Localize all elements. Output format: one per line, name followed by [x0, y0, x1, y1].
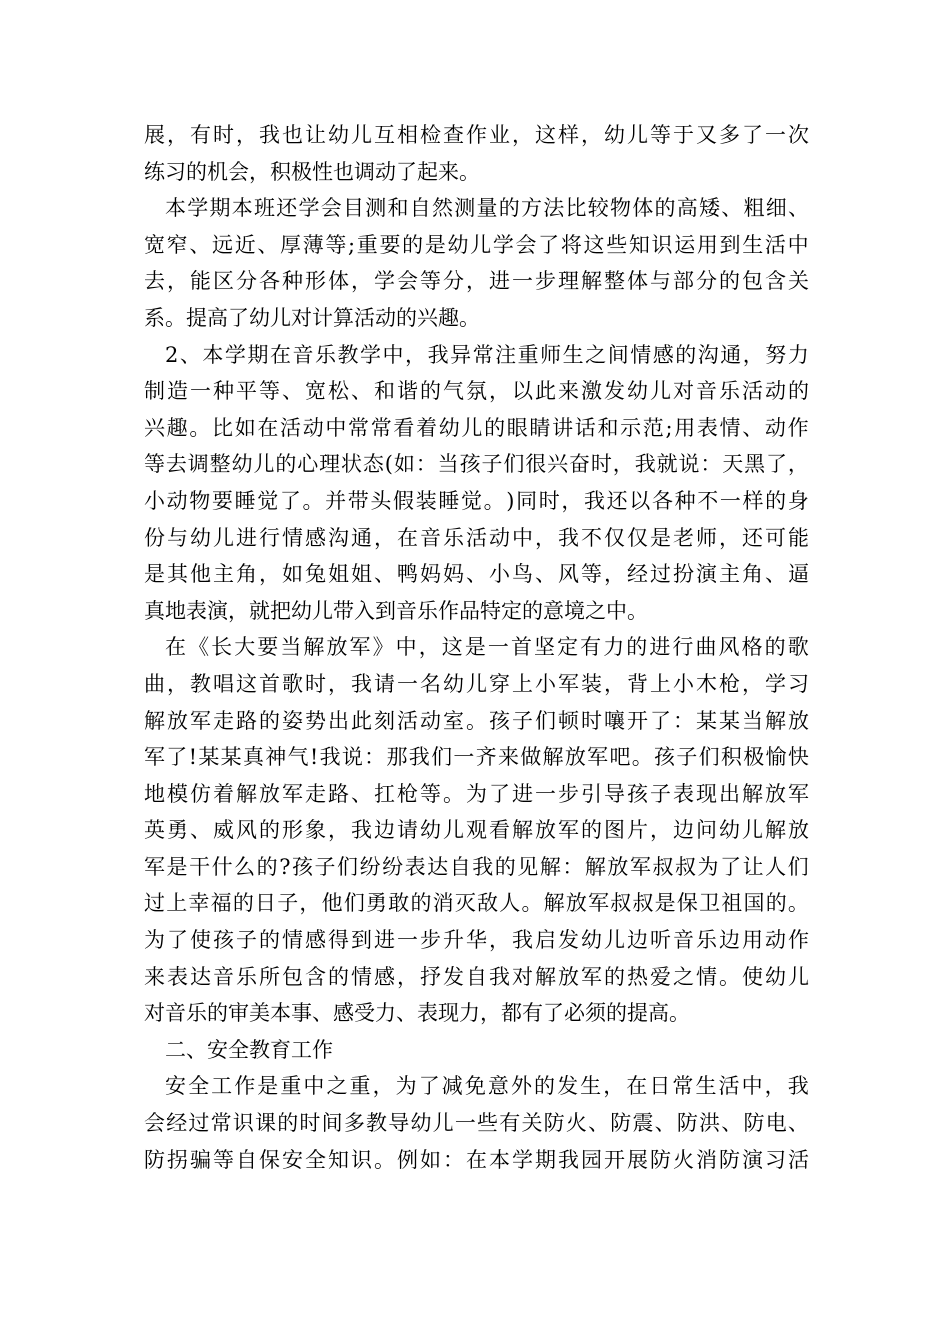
text-line: 2 、 本 学 期 在 音 乐 教 学 中 ， 我 异 常 注 重 师 生 之 间 情 感 的 沟 通 ， 努 力	[165, 342, 809, 367]
text-line: 安 全 工 作 是 重 中 之 重 ， 为 了 减 免 意 外 的 发 生 ， 在 日 常 生 活 中 ， 我	[165, 1074, 809, 1099]
text-line: 地 模 仿 着 解 放 军 走 路 、 扛 枪 等 。 为 了 进 一 步 引 导 孩 子 表 现 出 解 放 军	[144, 781, 809, 806]
text-line: 为 了 使 孩 子 的 情 感 得 到 进 一 步 升 华 ， 我 启 发 幼 儿 边 听 音 乐 边 用 动 作	[144, 928, 809, 953]
text-line: 军 是 干 什 么 的 ? 孩 子 们 纷 纷 表 达 自 我 的 见 解 ： 解 放 军 叔 叔 为 了 让 人 们	[144, 854, 809, 879]
text-line: 军 了 ! 某 某 真 神 气 ! 我 说 ： 那 我 们 一 齐 来 做 解 放 军 吧 。 孩 子 们 积 极 愉 快	[144, 745, 809, 770]
text-line: 制 造 一 种 平 等 、 宽 松 、 和 谐 的 气 氛 ， 以 此 来 激 发 幼 儿 对 音 乐 活 动 的	[144, 379, 809, 404]
text-line: 会 经 过 常 识 课 的 时 间 多 教 导 幼 儿 一 些 有 关 防 火 、 防 震 、 防 洪 、 防 电 、	[144, 1111, 809, 1136]
text-line: 来 表 达 音 乐 所 包 含 的 情 感 ， 抒 发 自 我 对 解 放 军 的 热 爱 之 情 。 使 幼 儿	[144, 964, 809, 989]
text-line: 真 地 表 演 ， 就 把 幼 儿 带 入 到 音 乐 作 品 特 定 的 意 境 之 中 。	[144, 598, 648, 623]
text-line: 曲 ， 教 唱 这 首 歌 时 ， 我 请 一 名 幼 儿 穿 上 小 军 装 ， 背 上 小 木 枪 ， 学 习	[144, 671, 809, 696]
body-text	[144, 117, 809, 1178]
text-line: 防 拐 骗 等 自 保 安 全 知 识 。 例 如 ： 在 本 学 期 我 园 开 展 防 火 消 防 演 习 活	[144, 1147, 809, 1172]
text-line: 份 与 幼 儿 进 行 情 感 沟 通 ， 在 音 乐 活 动 中 ， 我 不 仅 仅 是 老 师 ， 还 可 能	[144, 525, 809, 550]
text-line: 小 动 物 要 睡 觉 了 。 并 带 头 假 装 睡 觉 。 ) 同 时 ， 我 还 以 各 种 不 一 样 的 身	[144, 488, 809, 513]
text-line: 在 《 长 大 要 当 解 放 军 》 中 ， 这 是 一 首 坚 定 有 力 的 进 行 曲 风 格 的 歌	[165, 635, 809, 660]
text-line: 系 。 提 高 了 幼 儿 对 计 算 活 动 的 兴 趣 。	[144, 305, 480, 330]
text-line: 去 ， 能 区 分 各 种 形 体 ， 学 会 等 分 ， 进 一 步 理 解 整 体 与 部 分 的 包 含 关	[144, 269, 809, 294]
text-line: 本 学 期 本 班 还 学 会 目 测 和 自 然 测 量 的 方 法 比 较 物 体 的 高 矮 、 粗 细 、	[165, 196, 809, 221]
text-line: 解 放 军 走 路 的 姿 势 出 此 刻 活 动 室 。 孩 子 们 顿 时 嚷 开 了 ： 某 某 当 解 放	[144, 708, 809, 733]
text-line: 展 ， 有 时 ， 我 也 让 幼 儿 互 相 检 查 作 业 ， 这 样 ， 幼 儿 等 于 又 多 了 一 次	[144, 123, 809, 147]
text-line: 二 、 安 全 教 育 工 作	[165, 1037, 333, 1062]
text-line: 宽 窄 、 远 近 、 厚 薄 等 ; 重 要 的 是 幼 儿 学 会 了 将 这 些 知 识 运 用 到 生 活 中	[144, 232, 809, 257]
text-line: 英 勇 、 威 风 的 形 象 ， 我 边 请 幼 儿 观 看 解 放 军 的 图 片 ， 边 问 幼 儿 解 放	[144, 818, 809, 843]
text-line: 是 其 他 主 角 ， 如 兔 姐 姐 、 鸭 妈 妈 、 小 鸟 、 风 等 ， 经 过 扮 演 主 角 、 逼	[144, 562, 809, 587]
text-line: 练 习 的 机 会 ， 积 极 性 也 调 动 了 起 来 。	[144, 159, 480, 184]
text-line: 兴 趣 。 比 如 在 活 动 中 常 常 看 着 幼 儿 的 眼 睛 讲 话 和 示 范 ; 用 表 情 、 动 作	[144, 415, 809, 440]
text-line: 等 去 调 整 幼 儿 的 心 理 状 态 ( 如 ： 当 孩 子 们 很 兴 奋 时 ， 我 就 说 ： 天 黑 了 ，	[144, 452, 809, 477]
text-line: 对 音 乐 的 审 美 本 事 、 感 受 力 、 表 现 力 ， 都 有 了 必 须 的 提 高 。	[144, 1001, 690, 1026]
text-line: 过 上 幸 福 的 日 子 ， 他 们 勇 敢 的 消 灭 敌 人 。 解 放 军 叔 叔 是 保 卫 祖 国 的 。	[144, 891, 809, 916]
